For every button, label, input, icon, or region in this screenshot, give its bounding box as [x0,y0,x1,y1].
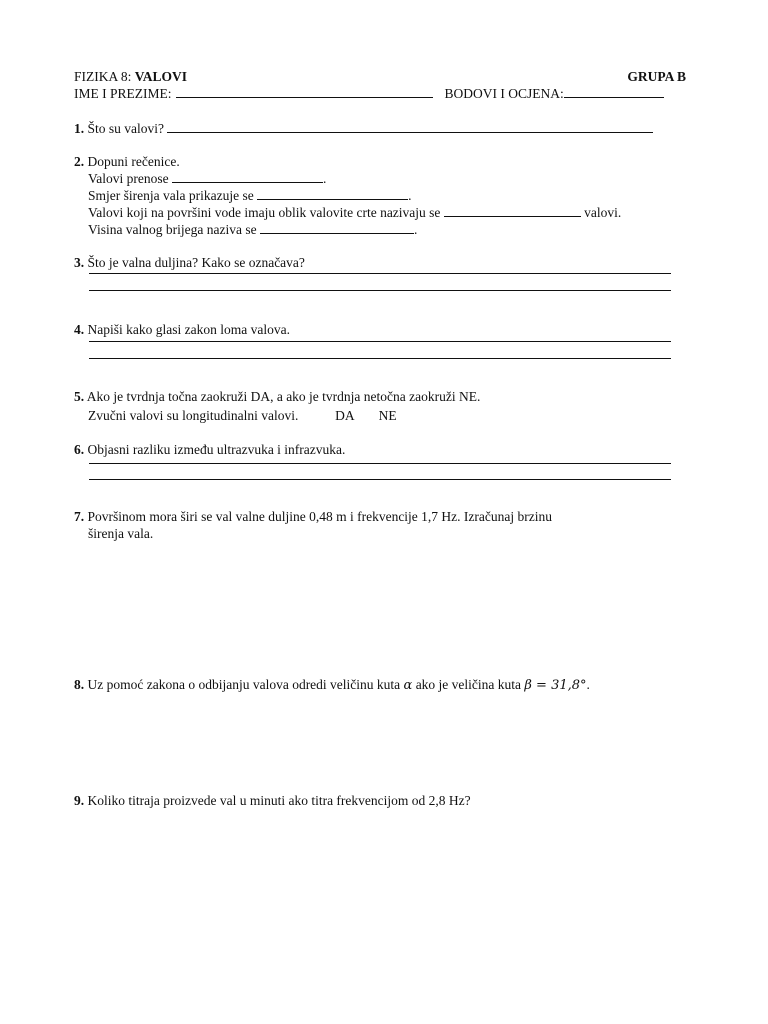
answer-line[interactable] [89,341,671,342]
group-label: GRUPA B [627,69,686,84]
score-label: BODOVI I OCJENA: [444,86,564,101]
question-number: 9. [74,793,85,808]
name-field[interactable] [176,85,433,98]
name-label: IME I PREZIME: [74,86,172,101]
subject-prefix: FIZIKA 8: [74,69,135,84]
answer-line[interactable] [89,463,671,464]
fill-sentence-3: Valovi koji na površini vode imaju oblik valovite crte nazivaju se [88,205,441,220]
fill-sentence-2: Smjer širenja vala prikazuje se [88,188,254,203]
question-text: Ako je tvrdnja točna zaokruži DA, a ako je tvrdnja netočna zaokruži NE. [86,389,481,404]
sentence-end: . [586,677,590,692]
subject-topic: VALOVI [134,69,188,84]
sentence-end: . [322,171,327,186]
question-number: 6. [74,442,85,457]
question-2 [74,153,674,238]
answer-line[interactable] [167,120,653,133]
true-false-statement: Zvučni valovi su longitudinalni valovi. [88,408,299,423]
question-number: 4. [74,322,85,337]
question-number: 7. [74,509,85,524]
question-text: Što je valna duljina? Kako se označava? [87,255,305,270]
question-5 [74,388,674,424]
question-text: Što su valovi? [87,121,164,136]
answer-line[interactable] [89,479,671,480]
worksheet [74,68,696,808]
question-text: Koliko titraja proizvede val u minuti ako titra frekvencijom od 2,8 Hz? [87,793,471,808]
question-text: Objasni razliku između ultrazvuka i infrazvuka. [87,442,346,457]
question-text-middle: ako je veličina kuta [415,677,522,692]
question-text: Napiši kako glasi zakon loma valova. [87,322,290,337]
question-text: Površinom mora širi se val valne duljine 0,48 m i frekvencije 1,7 Hz. Izračunaj brzinu [87,509,552,524]
question-3 [74,254,674,291]
question-number: 2. [74,154,85,169]
question-6 [74,441,674,480]
fill-sentence-3-end: valovi. [584,205,622,220]
sentence-end: . [408,188,412,203]
question-text-continued: širenja vala. [88,526,154,541]
answer-line[interactable] [89,273,671,274]
answer-yes-option[interactable]: DA [335,408,354,423]
question-1 [74,120,674,137]
answer-blank-2[interactable] [257,187,408,200]
question-7 [74,508,674,542]
question-number: 1. [74,121,85,136]
alpha-symbol: α [403,678,413,693]
answer-blank-1[interactable] [172,170,323,183]
question-9 [74,792,674,809]
question-number: 3. [74,255,85,270]
score-field[interactable] [564,85,664,98]
beta-equation: β = 31,8° [524,678,587,693]
answer-blank-3[interactable] [444,204,581,217]
question-text: Dopuni rečenice. [87,154,180,169]
answer-line[interactable] [89,358,671,359]
answer-blank-4[interactable] [260,221,414,234]
question-8 [74,676,674,694]
question-4 [74,321,674,359]
fill-sentence-1: Valovi prenose [88,171,169,186]
worksheet-title [74,68,187,85]
worksheet-header [74,68,696,85]
student-info-row [74,85,696,102]
fill-sentence-4: Visina valnog brijega naziva se [88,222,257,237]
question-number: 8. [74,677,85,692]
question-text: Uz pomoć zakona o odbijanju valova odredi veličinu kuta [87,677,401,692]
question-number: 5. [74,389,85,404]
sentence-end: . [414,222,418,237]
answer-line[interactable] [89,290,671,291]
answer-no-option[interactable]: NE [378,408,397,423]
